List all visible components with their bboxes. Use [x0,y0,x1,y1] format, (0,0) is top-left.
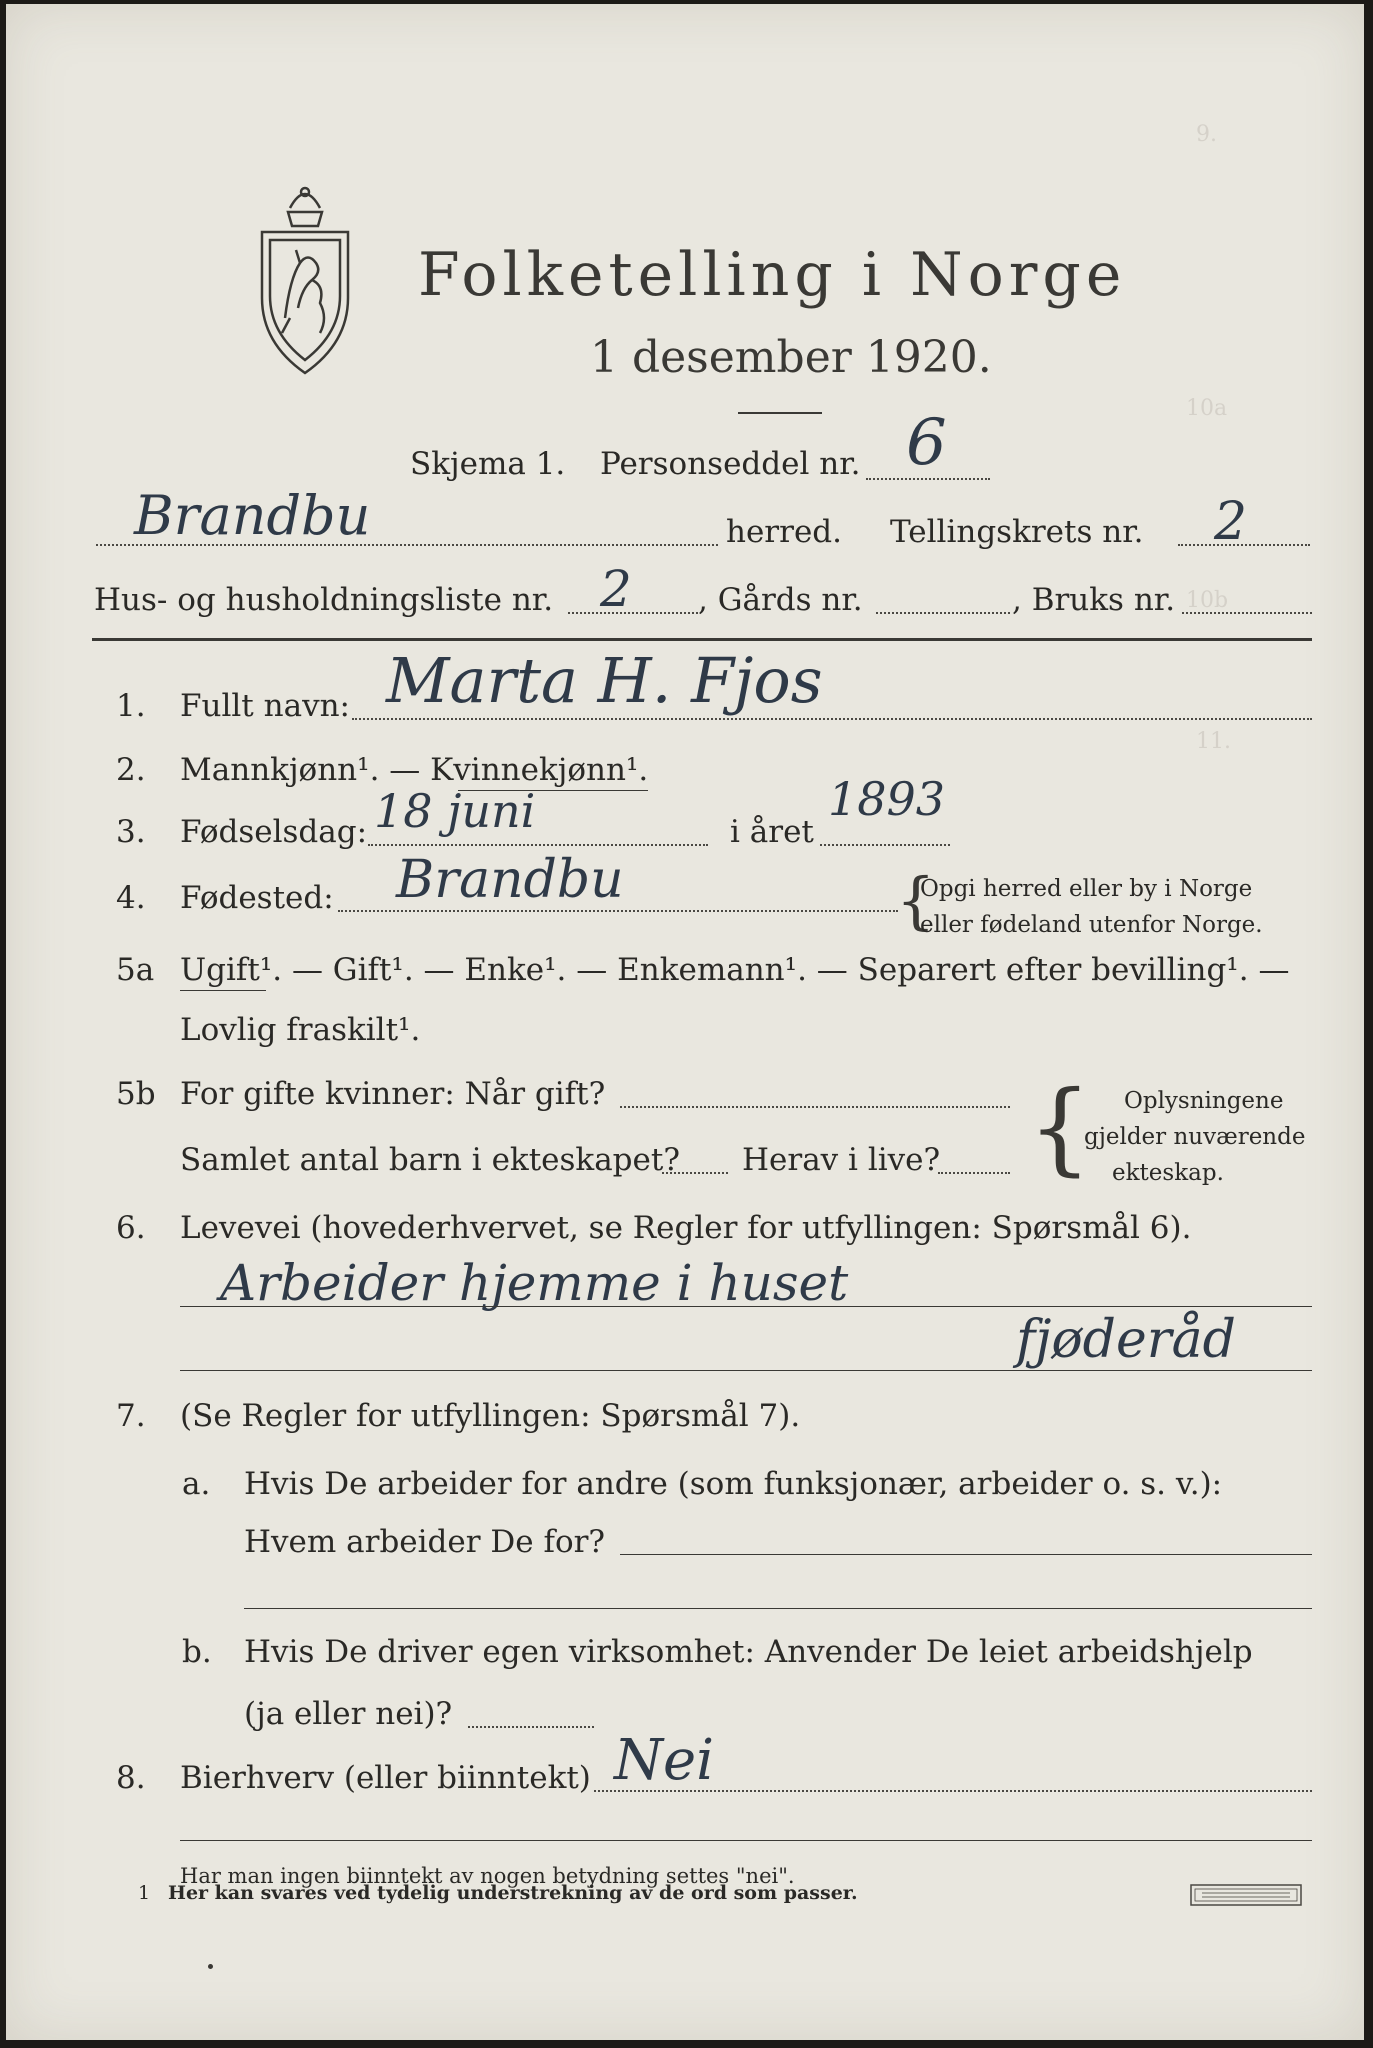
q6-label: Levevei (hovederhvervet, se Regler for utfyllingen: Spørsmål 6). [180,1210,1192,1246]
q1-line [352,718,1312,720]
personseddel-value[interactable]: 6 [906,406,947,480]
q5b-gift-line [620,1106,1010,1108]
q7a-line2: Hvem arbeider De for? [244,1524,606,1560]
q3-label: Fødselsdag: [180,814,368,850]
q3-number: 3. [116,814,146,850]
bruks-label: , Bruks nr. [1012,582,1176,618]
gards-line [876,612,1010,614]
bleed-through: 10a [1186,396,1228,421]
q6-value2[interactable]: fjøderåd [1016,1310,1236,1370]
q7-number: 7. [116,1398,146,1434]
herred-label: herred. [726,514,842,550]
q6-value1[interactable]: Arbeider hjemme i huset [220,1254,849,1312]
q5b-brace: { [1028,1069,1092,1186]
q4-number: 4. [116,880,146,916]
q5b-note-line2: gjelder nuværende [1084,1124,1306,1150]
q5a-line2: Lovlig fraskilt¹. [180,1012,421,1048]
q7b-line1: Hvis De driver egen virksomhet: Anvender De leiet arbeidshjelp [244,1634,1253,1670]
personseddel-label: Personseddel nr. [600,446,861,482]
footnote-text: Her kan svares ved tydelig understrekning av de ord som passer. [168,1882,858,1904]
q3-aret-label: i året [730,814,814,850]
q5a-line1: Ugift¹. — Gift¹. — Enke¹. — Enkemann¹. — Separert efter bevilling¹. — [180,952,1290,988]
bleed-through: 10b [1186,588,1229,613]
q3-line [368,844,708,846]
q5b-note-line3: ekteskap. [1112,1160,1224,1186]
q5b-live-line [938,1172,1010,1174]
header-separator [92,638,1312,641]
q4-brace: { [896,864,936,937]
q2-label: Mannkjønn¹. — Kvinnekjønn¹. [180,752,649,788]
q5b-label3: Herav i live? [742,1142,941,1178]
q8-value[interactable]: Nei [614,1728,715,1793]
tellingskrets-value[interactable]: 2 [1214,492,1248,552]
q3-aret-line [820,844,950,846]
q8-line2 [180,1840,1312,1841]
form-date: 1 desember 1920. [590,332,992,383]
q2-number: 2. [116,752,146,788]
q1-value[interactable]: Marta H. Fjos [386,644,823,717]
q3-value[interactable]: 18 juni [374,784,536,838]
q7b-answer-line [468,1726,594,1728]
footer-note: Har man ingen biinntekt av nogen betydning settes "nei". [180,1864,795,1888]
q4-note-line1: Opgi herred eller by i Norge [920,876,1253,902]
printer-stamp-icon [1190,1884,1302,1906]
q4-note-line2: eller fødeland utenfor Norge. [920,912,1263,938]
bleed-through: 9. [1196,122,1217,147]
q6-number: 6. [116,1210,146,1246]
q5b-note-line1: Oplysningene [1124,1088,1284,1114]
q6-line2 [180,1370,1312,1371]
q7-label: (Se Regler for utfyllingen: Spørsmål 7). [180,1398,801,1434]
q4-value[interactable]: Brandbu [396,850,624,910]
q7a-letter: a. [182,1466,211,1502]
q5b-label2: Samlet antal barn i ekteskapet? [180,1142,680,1178]
form-title: Folketelling i Norge [418,240,1127,310]
q4-label: Fødested: [180,880,334,916]
q7a-answer-line2 [244,1608,1312,1609]
q5a-underline [180,990,266,991]
coat-of-arms-icon [250,168,360,378]
census-form [6,4,1364,2040]
skjema-label: Skjema 1. [410,446,566,482]
footnote-mark: 1 [138,1882,151,1904]
q8-label: Bierhverv (eller biinntekt) [180,1760,591,1796]
bruks-line [1182,612,1312,614]
q5a-number: 5a [116,952,155,988]
q7b-line2: (ja eller nei)? [244,1696,453,1732]
husholdningsliste-line [568,612,698,614]
q1-number: 1. [116,688,146,724]
husholdningsliste-label: Hus- og husholdningsliste nr. [94,582,554,618]
herred-value[interactable]: Brandbu [134,484,371,547]
q1-label: Fullt navn: [180,688,350,724]
q5b-label1: For gifte kvinner: Når gift? [180,1076,606,1112]
q7a-answer-line1 [620,1554,1312,1555]
tellingskrets-label: Tellingskrets nr. [890,514,1144,550]
q6-line1 [180,1306,1312,1307]
gards-label: , Gårds nr. [698,582,863,618]
ink-dot [208,1964,213,1969]
q5b-number: 5b [116,1076,156,1112]
title-divider [738,412,822,414]
q7b-letter: b. [182,1634,212,1670]
q5b-barn-line [662,1172,728,1174]
q3-aret-value[interactable]: 1893 [828,772,946,826]
husholdningsliste-value[interactable]: 2 [600,560,632,618]
q8-number: 8. [116,1760,146,1796]
q7a-line1: Hvis De arbeider for andre (som funksjonær, arbeider o. s. v.): [244,1466,1223,1502]
q4-line [338,910,898,912]
bleed-through: 11. [1196,729,1231,754]
